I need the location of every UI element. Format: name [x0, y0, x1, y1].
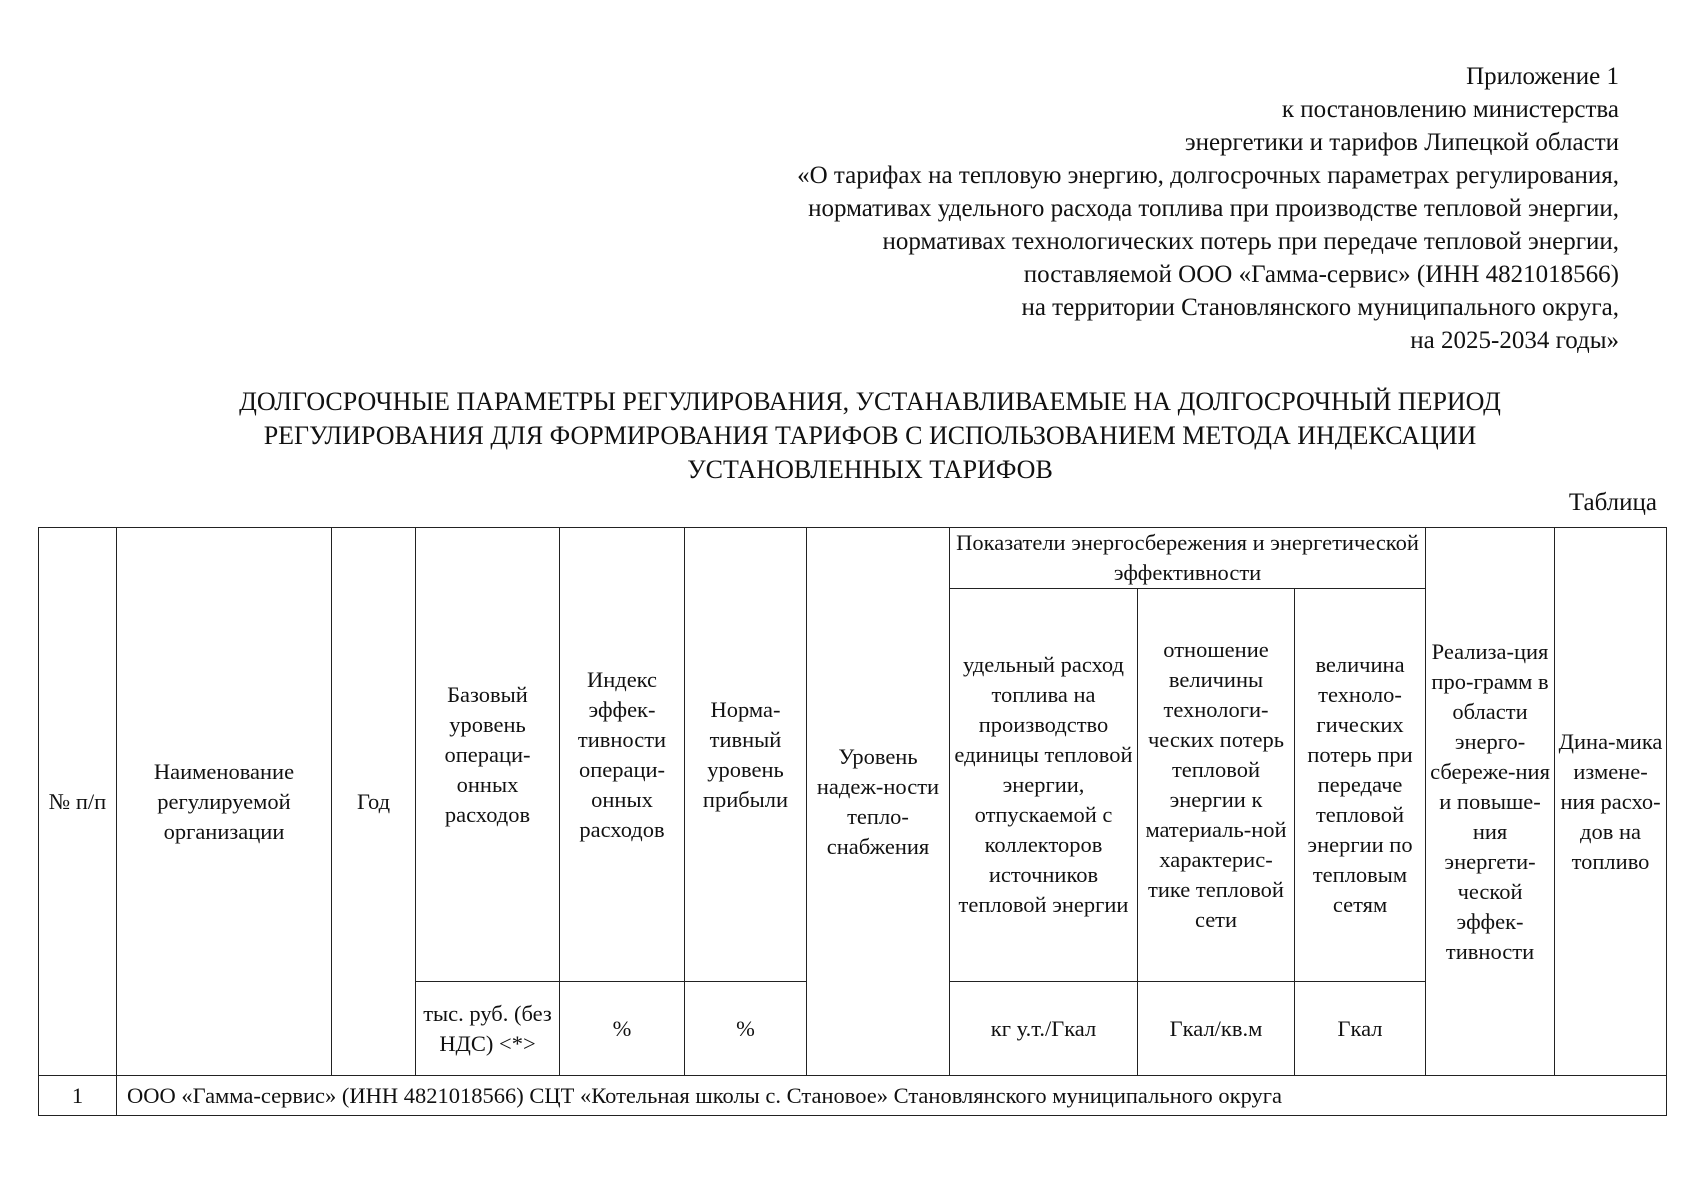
header-profit: Норма-тивный уровень прибыли — [685, 528, 807, 982]
header-ratio: отношение величины технологи-ческих потерь тепловой энергии к материаль-ной характерис-тике тепловой сети — [1138, 589, 1295, 982]
parameters-table — [38, 527, 1667, 1116]
header-row — [39, 528, 1667, 589]
appendix-line: поставляемой ООО «Гамма-сервис» (ИНН 4821018566) — [1023, 261, 1619, 288]
header-base: Базовый уровень операци-онных расходов — [416, 528, 560, 982]
appendix-line: к постановлению министерства — [1281, 96, 1619, 123]
header-dynamics: Дина-мика измене-ния расхо-дов на топливо — [1555, 528, 1667, 1076]
appendix-line: Приложение 1 — [1466, 63, 1619, 90]
header-org: Наименование регулируемой организации — [117, 528, 332, 1076]
unit-ratio: Гкал/кв.м — [1138, 982, 1295, 1076]
title-line: ДОЛГОСРОЧНЫЕ ПАРАМЕТРЫ РЕГУЛИРОВАНИЯ, УСТАНАВЛИВАЕМЫЕ НА ДОЛГОСРОЧНЫЙ ПЕРИОД — [239, 387, 1501, 416]
appendix-line: нормативах технологических потерь при передаче тепловой энергии, — [882, 228, 1619, 255]
header-index: Индекс эффек-тивности операци-онных расходов — [560, 528, 685, 982]
header-reliability: Уровень надеж-ности тепло-снабжения — [807, 528, 950, 1076]
appendix-line: энергетики и тарифов Липецкой области — [1184, 129, 1619, 156]
appendix-line: нормативах удельного расхода топлива при производстве тепловой энергии, — [808, 195, 1619, 222]
title-line: РЕГУЛИРОВАНИЯ ДЛЯ ФОРМИРОВАНИЯ ТАРИФОВ С ИСПОЛЬЗОВАНИЕМ МЕТОДА ИНДЕКСАЦИИ — [263, 421, 1477, 450]
header-programs: Реализа-ция про-грамм в области энерго-сбереже-ния и повыше-ния энергети-ческой эффек-тивности — [1426, 528, 1555, 1076]
appendix-block — [797, 60, 1619, 357]
unit-profit: % — [685, 982, 807, 1076]
row-num: 1 — [39, 1076, 117, 1116]
unit-losses: Гкал — [1295, 982, 1426, 1076]
table-row — [39, 1076, 1667, 1116]
header-year: Год — [332, 528, 416, 1076]
header-losses: величина техноло-гических потерь при передаче тепловой энергии по тепловым сетям — [1295, 589, 1426, 982]
header-num: № п/п — [39, 528, 117, 1076]
document-title — [80, 385, 1660, 487]
row-organization: ООО «Гамма-сервис» (ИНН 4821018566) СЦТ «Котельная школы с. Становое» Становлянского муниципального округа — [117, 1076, 1667, 1116]
unit-fuel: кг у.т./Гкал — [950, 982, 1138, 1076]
header-fuel: удельный расход топлива на производство единицы тепловой энергии, отпускаемой с коллекторов источников тепловой энергии — [950, 589, 1138, 982]
unit-index: % — [560, 982, 685, 1076]
appendix-line: на территории Становлянского муниципального округа, — [1021, 294, 1619, 321]
header-energy-group: Показатели энергосбережения и энергетической эффективности — [950, 528, 1426, 589]
appendix-line: на 2025-2034 годы» — [1410, 327, 1619, 354]
unit-base: тыс. руб. (без НДС) <*> — [416, 982, 560, 1076]
table-label: Таблица — [1568, 489, 1657, 516]
title-line: УСТАНОВЛЕННЫХ ТАРИФОВ — [687, 455, 1053, 484]
appendix-line: «О тарифах на тепловую энергию, долгосрочных параметрах регулирования, — [797, 162, 1619, 189]
